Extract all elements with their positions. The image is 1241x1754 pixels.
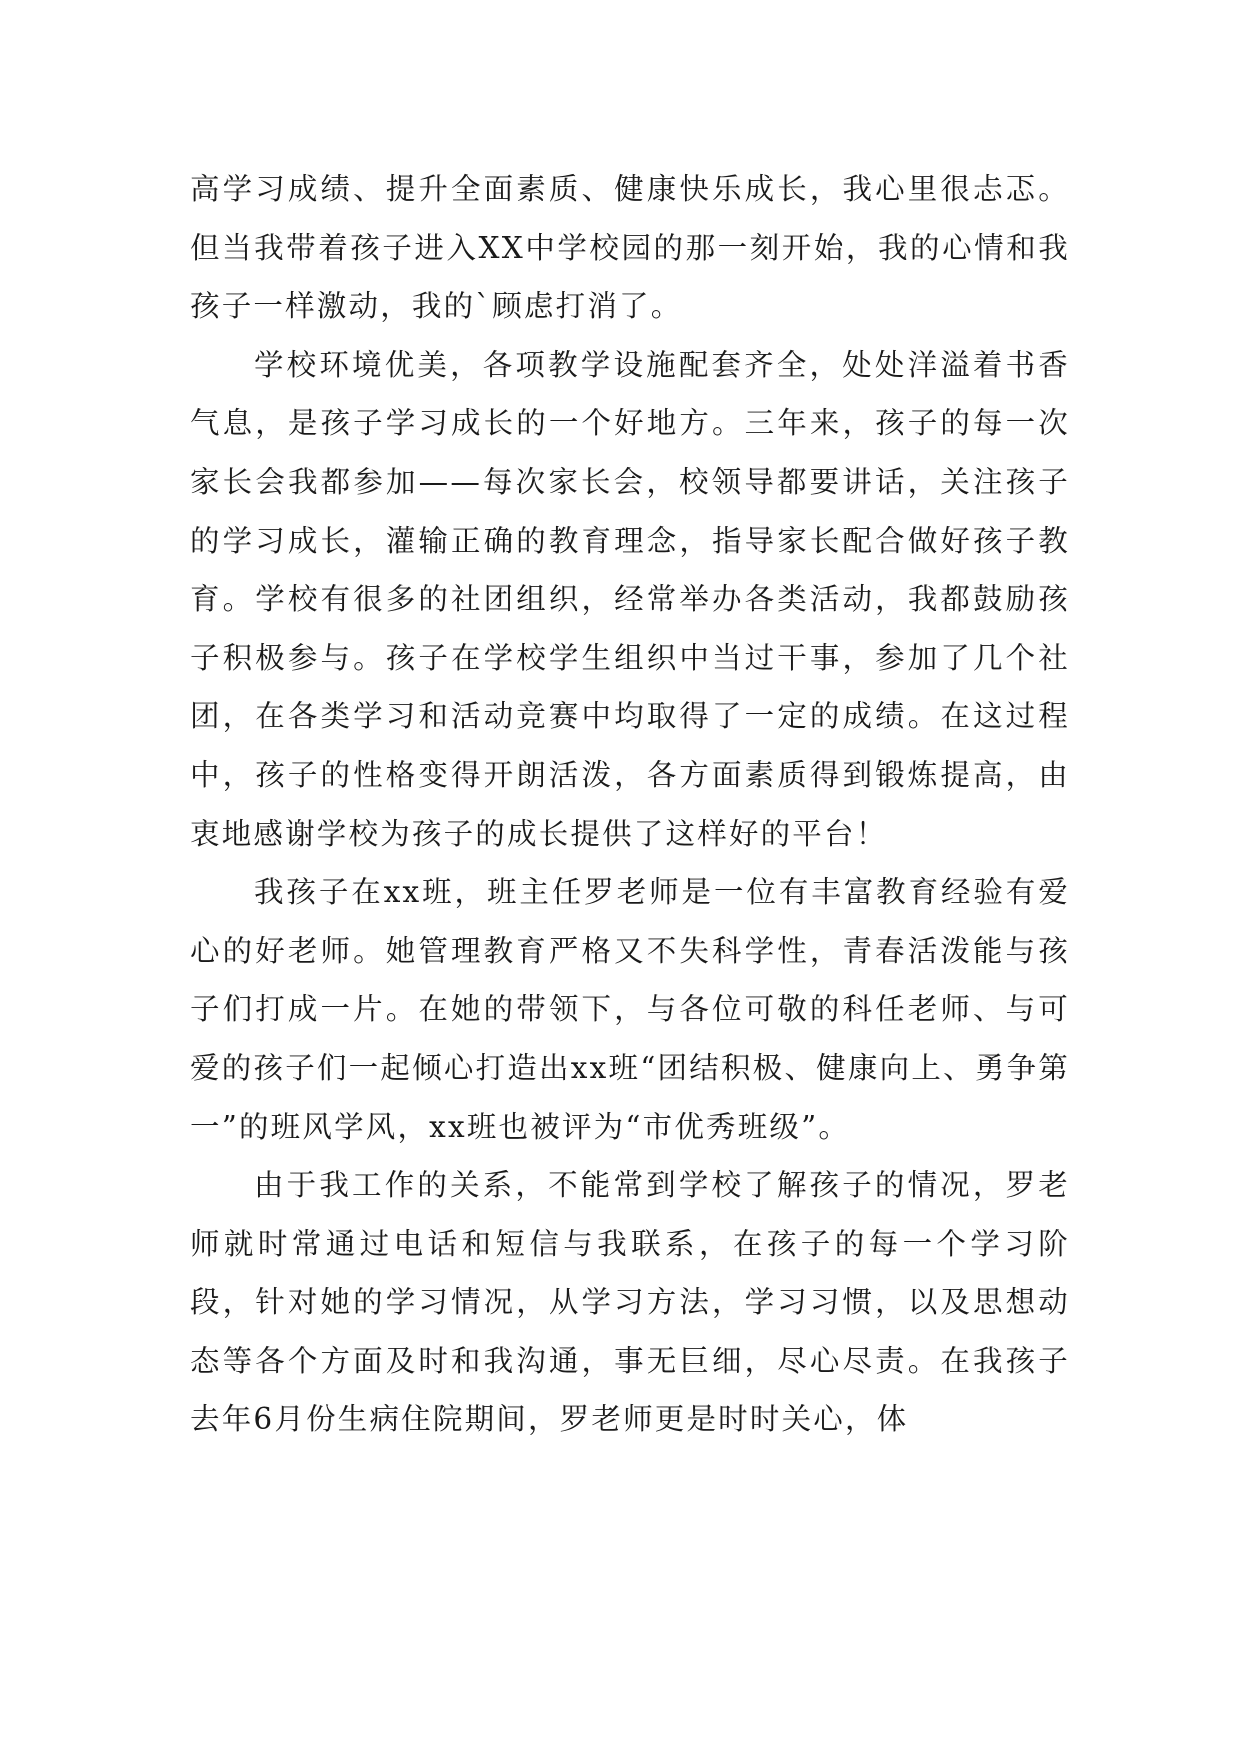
paragraph-4: 由于我工作的关系，不能常到学校了解孩子的情况，罗老师就时常通过电话和短信与我联系，在孩子的每一个学习阶段，针对她的学习情况，从学习方法，学习习惯，以及思想动态等各个方面及时和我沟通，事无巨细，尽心尽责。在我孩子去年6月份生病住院期间，罗老师更是时时关心，体: [190, 1168, 1070, 1437]
paragraph-1: 高学习成绩、提升全面素质、健康快乐成长，我心里很忐忑。但当我带着孩子进入XX中学校园的那一刻开始，我的心情和我孩子一样激动，我的`顾虑打消了。: [190, 172, 1070, 324]
document-body: [190, 160, 1070, 1449]
paragraph-3: 我孩子在xx班，班主任罗老师是一位有丰富教育经验有爱心的好老师。她管理教育严格又不失科学性，青春活泼能与孩子们打成一片。在她的带领下，与各位可敬的科任老师、与可爱的孩子们一起倾心打造出xx班“团结积极、健康向上、勇争第一”的班风学风，xx班也被评为“市优秀班级”。: [190, 875, 1070, 1144]
paragraph-2: 学校环境优美，各项教学设施配套齐全，处处洋溢着书香气息，是孩子学习成长的一个好地方。三年来，孩子的每一次家长会我都参加——每次家长会，校领导都要讲话，关注孩子的学习成长，灌输正确的教育理念，指导家长配合做好孩子教育。学校有很多的社团组织，经常举办各类活动，我都鼓励孩子积极参与。孩子在学校学生组织中当过干事，参加了几个社团，在各类学习和活动竞赛中均取得了一定的成绩。在这过程中，孩子的性格变得开朗活泼，各方面素质得到锻炼提高，由衷地感谢学校为孩子的成长提供了这样好的平台！: [190, 347, 1070, 851]
